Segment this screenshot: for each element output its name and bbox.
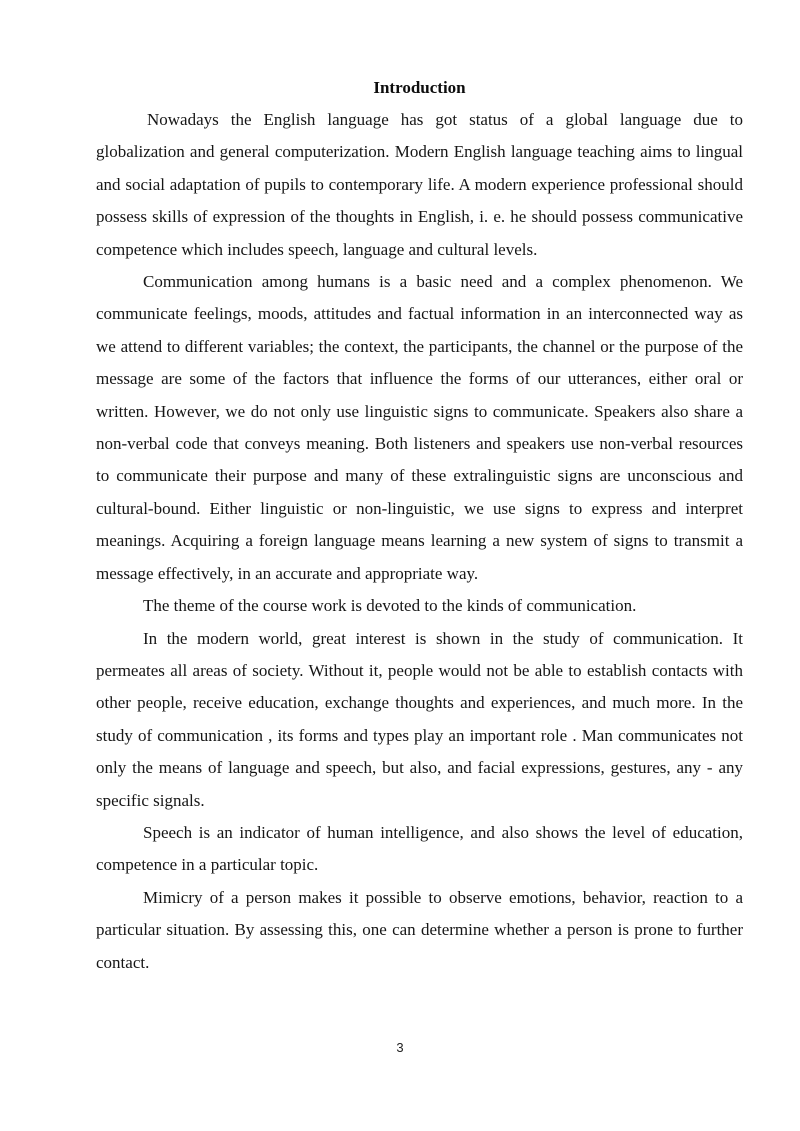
paragraph-speech-indicator: Speech is an indicator of human intelligence, and also shows the level of education, competence in a particular topic. — [96, 822, 743, 875]
paragraph-course-theme: The theme of the course work is devoted to the kinds of communication. — [143, 596, 637, 616]
page-title: Introduction — [373, 78, 466, 97]
paragraph-global-language: Nowadays the English language has got status of a global language due to globalization and general computerization. Modern English language teaching aims to lingual and social adaptation of pupils to contemporary life. A modern experience professional should possess skills of expression of the thoughts in English, i. e. he should possess communicative competence which includes speech, language and cultural levels. — [96, 110, 743, 259]
document-page — [96, 72, 743, 1072]
page-number: 3 — [396, 1040, 404, 1055]
paragraph-mimicry: Mimicry of a person makes it possible to observe emotions, behavior, reaction to a particular situation. By assessing this, one can determine whether a person is prone to further contact. — [96, 887, 743, 972]
paragraph-modern-world: In the modern world, great interest is shown in the study of communication. It permeates all areas of society. Without it, people would not be able to establish contacts with other people, receive education, exchange thoughts and experiences, and much more. In the study of communication , its forms and types play an important role . Man communicates not only the means of language and speech, but also, and facial expressions, gestures, any - any specific signals. — [96, 628, 743, 810]
paragraph-communication-among-humans: Communication among humans is a basic need and a complex phenomenon. We communicate feelings, moods, attitudes and factual information in an interconnected way as we attend to different variables; the context, the participants, the channel or the purpose of the message are some of the factors that influence the forms of our utterances, either oral or written. However, we do not only use linguistic signs to communicate. Speakers also share a non-verbal code that conveys meaning. Both listeners and speakers use non-verbal resources to communicate their purpose and many of these extralinguistic signs are unconscious and cultural-bound. Either linguistic or non-linguistic, we use signs to express and interpret meanings. Acquiring a foreign language means learning a new system of signs to transmit a message effectively, in an accurate and appropriate way. — [96, 272, 743, 583]
